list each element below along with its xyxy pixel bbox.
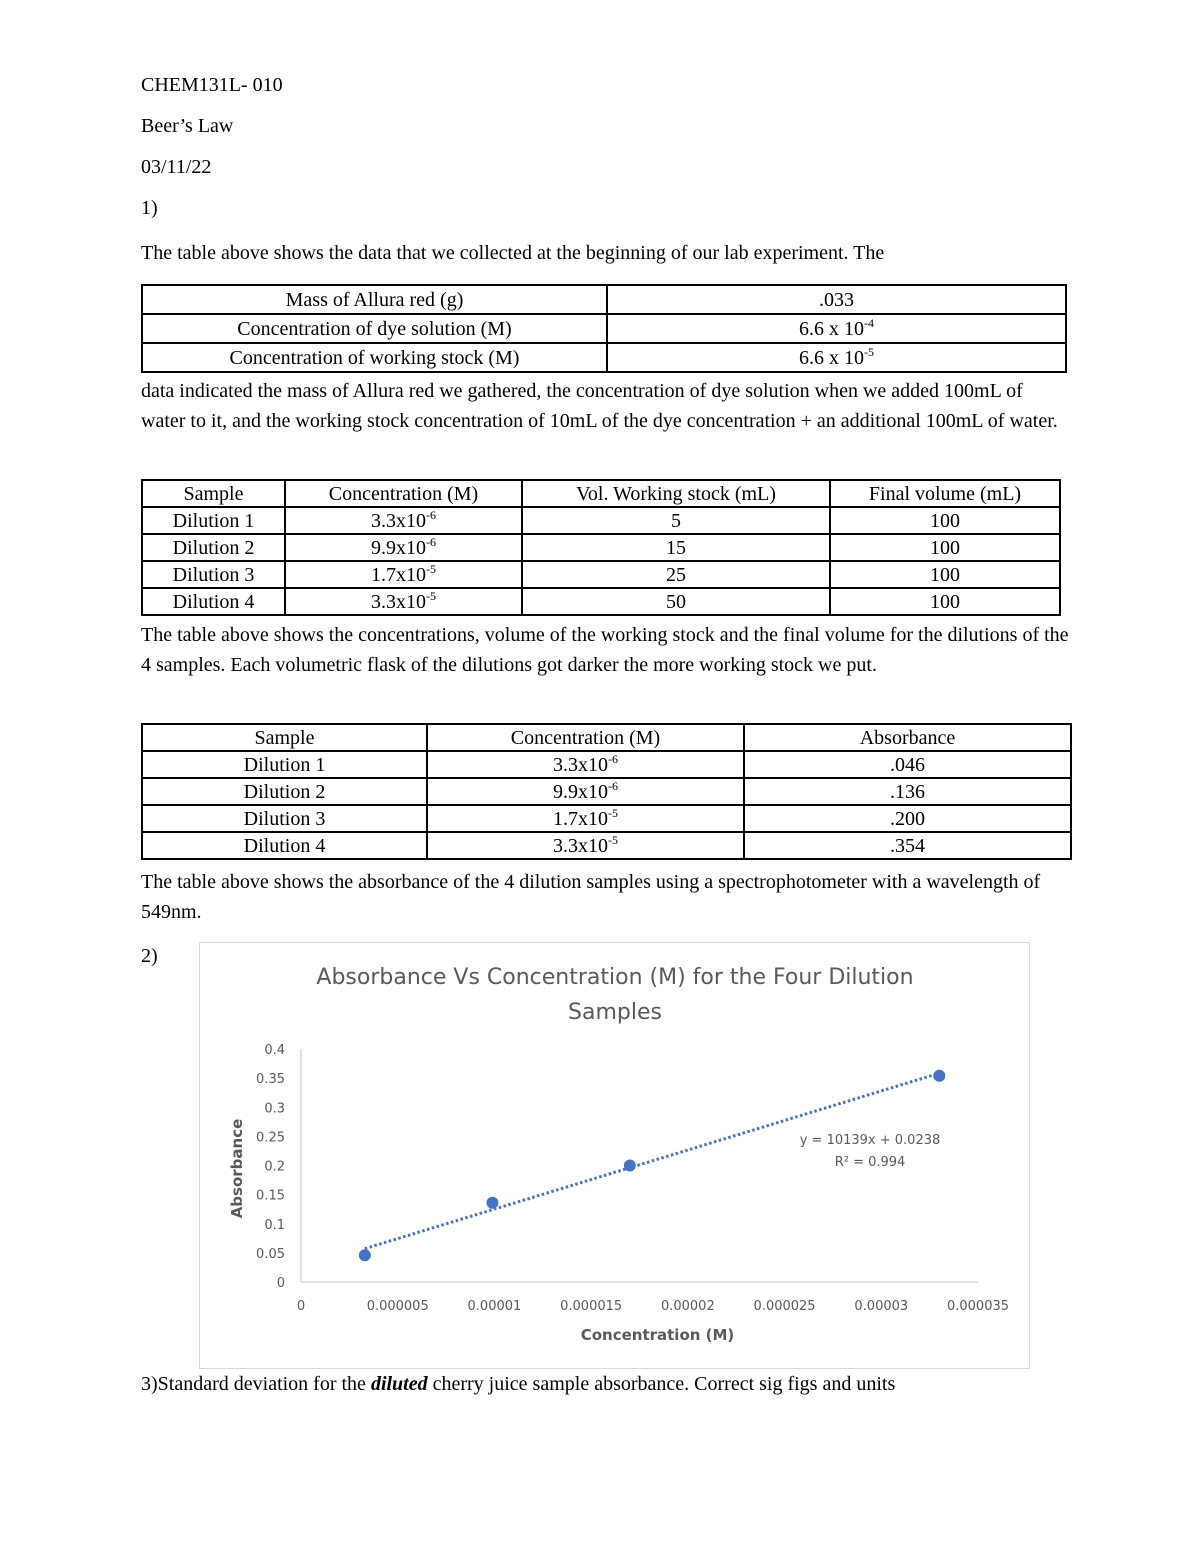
table-cell: Dilution 2 [142,778,427,805]
table-cell: 25 [522,561,830,588]
y-tick-label: 0.05 [256,1246,285,1262]
table-row [142,561,1060,588]
table-row [142,588,1060,615]
table-cell: Concentration of dye solution (M) [142,314,607,343]
table-cell: Dilution 1 [142,751,427,778]
table-header: Absorbance [744,724,1071,751]
table-cell: $9.9x10^{-6}$ [285,534,522,561]
table-cell: 6.6 x $10^{-5}$ [607,343,1066,372]
table-row [142,751,1071,778]
table-cell: $1.7x10^{-5}$ [285,561,522,588]
question-2-label: 2) [141,945,158,967]
y-tick-label: 0.1 [264,1217,285,1233]
chart-title-line: Absorbance Vs Concentration (M) for the Four Dilution [316,965,914,990]
y-tick-label: 0.15 [256,1188,285,1204]
table-cell: Dilution 1 [142,507,285,534]
x-tick-label: 0.000015 [560,1299,623,1314]
x-tick-label: 0.00001 [467,1299,522,1314]
table-cell: $3.3x10^{-6}$ [285,507,522,534]
trendline-equation: y = 10139x + 0.0238 [799,1133,941,1148]
table-row [142,314,1066,343]
y-axis-label: Absorbance [228,1118,246,1219]
table-cell: 100 [830,561,1060,588]
x-tick-label: 0.00002 [660,1299,715,1314]
table-header-row [142,480,1060,507]
table-cell: Mass of Allura red (g) [142,285,607,314]
absorbance-chart [199,942,1030,1369]
table-cell: Dilution 3 [142,561,285,588]
y-tick-label: 0.35 [256,1072,285,1088]
table-cell: 100 [830,534,1060,561]
r-squared-label: R² = 0.994 [834,1155,906,1170]
x-axis-label: Concentration (M) [580,1326,735,1344]
dilution-volume-table [141,479,1061,616]
table-cell: $3.3x10^{-5}$ [285,588,522,615]
table-row [142,805,1071,832]
chart-title-line: Samples [568,1000,662,1025]
table-row [142,343,1066,372]
y-tick-label: 0.2 [264,1159,285,1175]
x-tick-label: 0.000005 [366,1299,429,1314]
data-point [359,1249,371,1261]
table-cell: 100 [830,507,1060,534]
table-header: Concentration (M) [285,480,522,507]
table-cell: .046 [744,751,1071,778]
table2-explanation: The table above shows the concentrations, volume of the working stock and the final volume for the dilutions of the 4 samples. Each volumetric flask of the dilutions got darker the more working stock we put. [141,624,1069,676]
table-cell: .354 [744,832,1071,859]
course-code: CHEM131L- 010 [141,74,283,96]
table-header: Vol. Working stock (mL) [522,480,830,507]
table-row [142,507,1060,534]
table1-explanation: data indicated the mass of Allura red we gathered, the concentration of dye solution when we added 100mL of water to it, and the working stock concentration of 10mL of the dye concentration + an additional 100mL of water. [141,380,1058,432]
allura-red-table [141,284,1067,373]
table-header: Final volume (mL) [830,480,1060,507]
table-cell: 6.6 x $10^{-4}$ [607,314,1066,343]
table-header: Sample [142,724,427,751]
table-row [142,832,1071,859]
question-3-label: 3)Standard deviation for the diluted cherry juice sample absorbance. Correct sig figs and units [141,1373,896,1395]
table-cell: .136 [744,778,1071,805]
table-row [142,778,1071,805]
table-row [142,285,1066,314]
table3-explanation: The table above shows the absorbance of the 4 dilution samples using a spectrophotometer with a wavelength of 549nm. [141,871,1041,923]
y-tick-label: 0 [276,1276,285,1291]
data-point [486,1197,498,1209]
table-cell: Concentration of working stock (M) [142,343,607,372]
table-row [142,534,1060,561]
table-header-row [142,724,1071,751]
table-cell: .033 [607,285,1066,314]
y-tick-label: 0.3 [264,1101,285,1117]
question-1-label: 1) [141,197,158,219]
table-cell: Dilution 4 [142,832,427,859]
table-cell: $1.7x10^{-5}$ [427,805,744,832]
absorbance-table [141,723,1072,860]
table1-intro: The table above shows the data that we collected at the beginning of our lab experiment. The [141,242,885,264]
table-cell: $9.9x10^{-6}$ [427,778,744,805]
x-tick-label: 0.000035 [946,1299,1010,1314]
table-cell: Dilution 2 [142,534,285,561]
table-cell: $3.3x10^{-5}$ [427,832,744,859]
x-tick-label: 0.000025 [753,1299,816,1314]
table-header: Concentration (M) [427,724,744,751]
table-cell: 100 [830,588,1060,615]
lab-title: Beer’s Law [141,115,234,137]
y-tick-label: 0.25 [256,1130,285,1146]
y-tick-label: 0.4 [264,1043,285,1058]
table-cell: .200 [744,805,1071,832]
x-tick-label: 0 [296,1299,306,1314]
data-point [933,1070,945,1082]
table-cell: $3.3x10^{-6}$ [427,751,744,778]
table-cell: 50 [522,588,830,615]
table-cell: 5 [522,507,830,534]
x-tick-label: 0.00003 [854,1299,909,1314]
data-point [624,1160,636,1172]
table-cell: 15 [522,534,830,561]
table-cell: Dilution 4 [142,588,285,615]
table-cell: Dilution 3 [142,805,427,832]
chart-svg [200,943,1028,1367]
table-header: Sample [142,480,285,507]
lab-date: 03/11/22 [141,156,212,178]
